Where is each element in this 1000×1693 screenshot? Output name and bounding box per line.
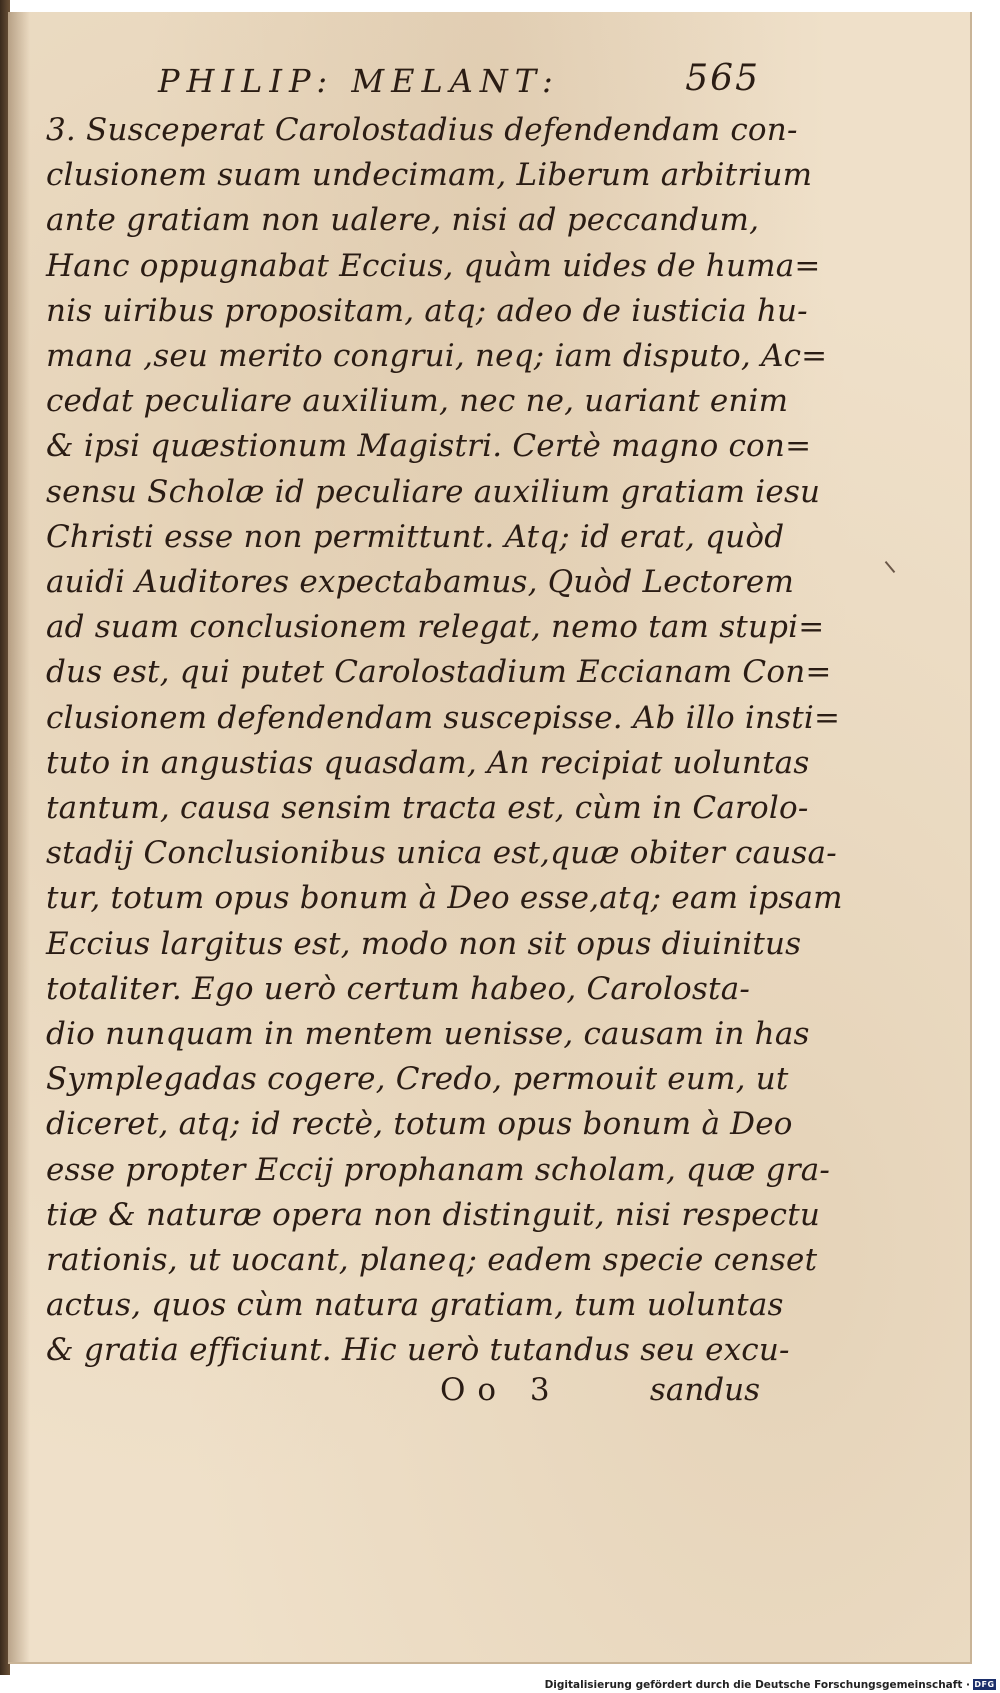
running-head: PHILIP: MELANT: — [158, 62, 560, 100]
text-line: esse propter Eccij prophanam scholam, quæ gra- — [46, 1151, 831, 1188]
page-number: 565 — [685, 58, 760, 99]
digitization-credit: Digitalisierung gefördert durch die Deutsche Forschungsgemeinschaft · — [544, 1679, 970, 1691]
text-line: Christi esse non permittunt. Atq; id erat, quòd — [46, 518, 785, 555]
text-line: ante gratiam non ualere, nisi ad peccandum, — [46, 202, 760, 239]
text-line: auidi Auditores expectabamus, Quòd Lectorem — [46, 564, 795, 601]
gutter-shadow — [8, 12, 30, 1662]
text-line: stadij Conclusionibus unica est,quæ obiter causa- — [46, 835, 837, 872]
text-line: tuto in angustias quasdam, An recipiat uoluntas — [46, 744, 810, 781]
text-line: tur, totum opus bonum à Deo esse,atq; eam ipsam — [46, 880, 843, 917]
text-line: tiæ & naturæ opera non distinguit, nisi respectu — [46, 1196, 821, 1233]
text-line: actus, quos cùm natura gratiam, tum uoluntas — [46, 1287, 784, 1324]
text-line: dus est, qui putet Carolostadium Eccianam Con= — [46, 654, 832, 691]
text-line: nis uiribus propositam, atq; adeo de iusticia hu- — [46, 292, 808, 329]
text-line: mana ,seu merito congrui, neq; iam disputo, Ac= — [46, 338, 828, 375]
page-footer — [440, 1372, 760, 1417]
text-line: Symplegadas cogere, Credo, permouit eum, ut — [46, 1061, 789, 1098]
text-line: clusionem suam undecimam, Liberum arbitrium — [46, 157, 813, 194]
catchword: sandus — [649, 1372, 760, 1408]
text-line: Eccius largitus est, modo non sit opus diuinitus — [46, 925, 802, 962]
signature-mark: Oo 3 — [440, 1372, 562, 1408]
text-line: diceret, atq; id rectè, totum opus bonum à Deo — [46, 1106, 793, 1143]
body-text — [46, 108, 843, 1374]
dfg-logo-icon: DFG — [974, 1680, 995, 1689]
text-line: totaliter. Ego uerò certum habeo, Carolosta- — [46, 970, 751, 1007]
text-line: Hanc oppugnabat Eccius, quàm uides de huma= — [46, 247, 821, 284]
text-line: clusionem defendendam suscepisse. Ab illo insti= — [46, 699, 841, 736]
text-line: tantum, causa sensim tracta est, cùm in Carolo- — [46, 790, 809, 827]
text-line: sensu Scholæ id peculiare auxilium gratiam iesu — [46, 473, 821, 510]
credit-bar — [0, 1675, 1000, 1693]
text-line: & gratia efficiunt. Hic uerò tutandus seu excu- — [46, 1332, 790, 1369]
text-line: 3. Susceperat Carolostadius defendendam con- — [46, 112, 798, 148]
page-header — [150, 58, 760, 102]
text-line: cedat peculiare auxilium, nec ne, uariant enim — [46, 383, 789, 420]
text-line: & ipsi quæstionum Magistri. Certè magno con= — [46, 428, 812, 465]
text-line: dio nunquam in mentem uenisse, causam in has — [46, 1016, 810, 1053]
text-line: ad suam conclusionem relegat, nemo tam stupi= — [46, 609, 825, 646]
text-line: rationis, ut uocant, planeq; eadem specie censet — [46, 1242, 818, 1279]
